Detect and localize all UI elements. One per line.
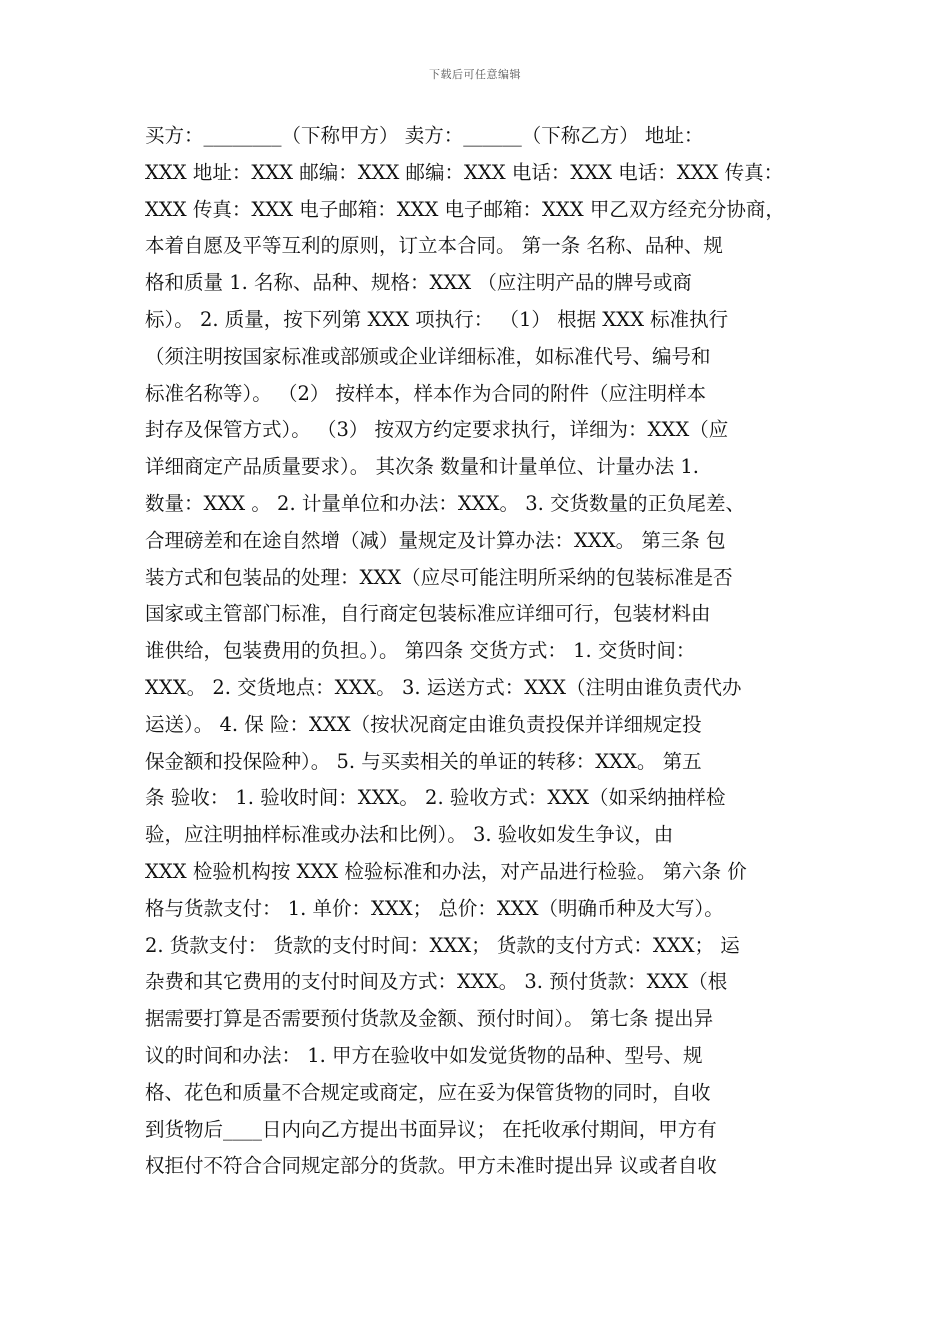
page-header: 下载后可任意编辑 [429,68,521,81]
contract-line: 格、花色和质量不合规定或商定，应在妥为保管货物的同时，自收 [145,1080,711,1104]
contract-line: 装方式和包装品的处理：XXX（应尽可能注明所采纳的包装标准是否 [145,565,733,589]
contract-line: 保金额和投保险种）。 5. 与买卖相关的单证的转移：XXX。 第五 [145,749,702,773]
contract-line: 格和质量 1. 名称、品种、规格：XXX （应注明产品的牌号或商 [145,271,692,295]
contract-line: 运送）。 4. 保 险：XXX（按状况商定由谁负责投保并详细规定投 [145,712,702,736]
contract-line: 合理磅差和在途自然增（减）量规定及计算办法：XXX。 第三条 包 [145,528,726,552]
contract-line: 权拒付不符合合同规定部分的货款。甲方未准时提出异 议或者自收 [145,1154,717,1178]
contract-line: 议的时间和办法： 1. 甲方在验收中如发觉货物的品种、型号、规 [145,1043,703,1067]
contract-line: 格与货款支付： 1. 单价：XXX； 总价：XXX（明确币种及大写）。 [145,896,724,920]
contract-line: XXX 检验机构按 XXX 检验标准和办法，对产品进行检验。 第六条 价 [145,859,747,883]
contract-line: 据需要打算是否需要预付货款及金额、预付时间）。 第七条 提出异 [145,1007,714,1031]
contract-line: 本着自愿及平等互利的原则，订立本合同。 第一条 名称、品种、规 [145,234,723,258]
contract-line: XXX 地址：XXX 邮编：XXX 邮编：XXX 电话：XXX 电话：XXX 传真： [145,160,784,184]
contract-line: 买方：________（下称甲方） 卖方：______（下称乙方） 地址： [145,124,704,147]
contract-line: 数量：XXX 。 2. 计量单位和办法：XXX。 3. 交货数量的正负尾差、 [145,491,745,515]
contract-line: （须注明按国家标准或部颁或企业详细标准，如标准代号、编号和 [145,344,711,368]
contract-body [145,118,810,1185]
contract-line: 标）。 2. 质量，按下列第 XXX 项执行： （1） 根据 XXX 标准执行 [145,307,729,331]
contract-line: 谁供给，包装费用的负担。）。 第四条 交货方式： 1. 交货时间： [145,639,696,663]
contract-line: 到货物后____日内向乙方提出书面异议； 在托收承付期间，甲方有 [145,1117,717,1141]
contract-line: 封存及保管方式）。 （3） 按双方约定要求执行，详细为：XXX（应 [145,418,729,442]
contract-line: XXX。 2. 交货地点：XXX。 3. 运送方式：XXX（注明由谁负责代办 [145,675,742,699]
contract-line: 国家或主管部门标准，自行商定包装标准应详细可行，包装材料由 [145,602,711,626]
contract-line: XXX 传真：XXX 电子邮箱：XXX 电子邮箱：XXX 甲乙双方经充分协商， [145,197,785,221]
contract-line: 条 验收： 1. 验收时间：XXX。 2. 验收方式：XXX（如采纳抽样检 [145,786,726,810]
contract-line: 标准名称等）。 （2） 按样本，样本作为合同的附件（应注明样本 [145,381,707,405]
contract-line: 杂费和其它费用的支付时间及方式：XXX。 3. 预付货款：XXX（根 [145,970,728,994]
contract-line: 详细商定产品质量要求）。 其次条 数量和计量单位、计量办法 1. [145,455,699,479]
contract-line: 2. 货款支付： 货款的支付时间：XXX； 货款的支付方式：XXX； 运 [145,933,740,957]
contract-line: 验，应注明抽样标准或办法和比例）。 3. 验收如发生争议，由 [145,823,674,847]
